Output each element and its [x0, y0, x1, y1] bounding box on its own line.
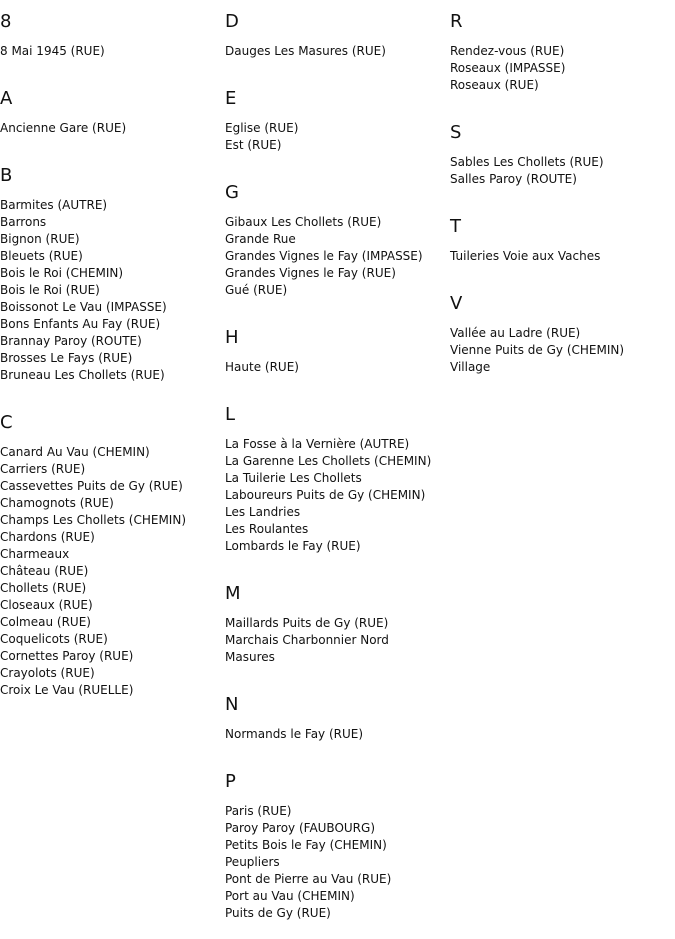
street-item[interactable]: Bois le Roi (RUE) [0, 283, 100, 297]
letter-group [0, 401, 225, 699]
letter-heading: H [225, 327, 239, 348]
letter-heading: S [450, 122, 462, 143]
letter-heading: L [225, 404, 236, 425]
street-item[interactable]: Barmites (AUTRE) [0, 198, 108, 212]
street-item[interactable]: La Tuilerie Les Chollets [225, 471, 362, 485]
street-item[interactable]: Masures [225, 650, 275, 664]
letter-group [0, 154, 225, 384]
letter-group [225, 171, 450, 299]
letter-group [0, 0, 225, 60]
street-list [0, 444, 225, 699]
street-item[interactable]: Les Landries [225, 505, 301, 519]
street-item[interactable]: Sables Les Chollets (RUE) [450, 155, 604, 169]
street-item[interactable]: Port au Vau (CHEMIN) [225, 889, 355, 903]
street-item[interactable]: Grande Rue [225, 232, 296, 246]
street-list [450, 325, 675, 376]
street-item[interactable]: Carriers (RUE) [0, 462, 86, 476]
letter-heading: E [225, 88, 237, 109]
column-3 [450, 0, 675, 393]
letter-group [450, 205, 675, 265]
street-item[interactable]: Grandes Vignes le Fay (IMPASSE) [225, 249, 423, 263]
street-list [225, 359, 450, 376]
letter-group [225, 760, 450, 922]
letter-heading: N [225, 694, 239, 715]
street-item[interactable]: Brannay Paroy (ROUTE) [0, 334, 142, 348]
street-item[interactable]: Les Roulantes [225, 522, 309, 536]
letter-heading: G [225, 182, 239, 203]
street-item[interactable]: Canard Au Vau (CHEMIN) [0, 445, 150, 459]
street-item[interactable]: Vienne Puits de Gy (CHEMIN) [450, 343, 625, 357]
street-list [450, 154, 675, 188]
column-2 [225, 0, 450, 939]
street-item[interactable]: Lombards le Fay (RUE) [225, 539, 361, 553]
street-item[interactable]: Bruneau Les Chollets (RUE) [0, 368, 165, 382]
street-item[interactable]: Colmeau (RUE) [0, 615, 91, 629]
street-item[interactable]: Chollets (RUE) [0, 581, 87, 595]
street-item[interactable]: Marchais Charbonnier Nord [225, 633, 389, 647]
street-list [225, 436, 450, 555]
street-list [225, 803, 450, 922]
street-list [225, 214, 450, 299]
street-item[interactable]: Haute (RUE) [225, 360, 299, 374]
street-item[interactable]: Pont de Pierre au Vau (RUE) [225, 872, 392, 886]
letter-group [225, 393, 450, 555]
street-item[interactable]: Bleuets (RUE) [0, 249, 83, 263]
letter-heading: B [0, 165, 13, 186]
street-item[interactable]: Maillards Puits de Gy (RUE) [225, 616, 389, 630]
street-item[interactable]: Closeaux (RUE) [0, 598, 93, 612]
street-list [450, 43, 675, 94]
street-list [225, 120, 450, 154]
street-item[interactable]: Chardons (RUE) [0, 530, 95, 544]
street-item[interactable]: La Garenne Les Chollets (CHEMIN) [225, 454, 432, 468]
street-item[interactable]: Village [450, 360, 491, 374]
street-item[interactable]: Ancienne Gare (RUE) [0, 121, 127, 135]
street-list [0, 197, 225, 384]
street-item[interactable]: Chamognots (RUE) [0, 496, 114, 510]
street-item[interactable]: Bons Enfants Au Fay (RUE) [0, 317, 161, 331]
street-item[interactable]: Vallée au Ladre (RUE) [450, 326, 581, 340]
street-item[interactable]: Roseaux (RUE) [450, 78, 539, 92]
letter-group [225, 316, 450, 376]
street-item[interactable]: Roseaux (IMPASSE) [450, 61, 566, 75]
street-item[interactable]: Boissonot Le Vau (IMPASSE) [0, 300, 167, 314]
street-item[interactable]: Bois le Roi (CHEMIN) [0, 266, 124, 280]
street-item[interactable]: Est (RUE) [225, 138, 282, 152]
street-item[interactable]: Gué (RUE) [225, 283, 288, 297]
letter-group [0, 77, 225, 137]
letter-heading: A [0, 88, 13, 109]
street-item[interactable]: Laboureurs Puits de Gy (CHEMIN) [225, 488, 426, 502]
street-item[interactable]: Champs Les Chollets (CHEMIN) [0, 513, 186, 527]
street-item[interactable]: Paris (RUE) [225, 804, 292, 818]
column-1 [0, 0, 225, 716]
letter-heading: 8 [0, 11, 12, 32]
letter-heading: R [450, 11, 463, 32]
street-item[interactable]: Peupliers [225, 855, 280, 869]
street-item[interactable]: Salles Paroy (ROUTE) [450, 172, 577, 186]
street-item[interactable]: Château (RUE) [0, 564, 89, 578]
street-item[interactable]: Normands le Fay (RUE) [225, 727, 364, 741]
street-list [0, 120, 225, 137]
letter-group [225, 77, 450, 154]
street-list [0, 43, 225, 60]
street-item[interactable]: 8 Mai 1945 (RUE) [0, 44, 105, 58]
street-item[interactable]: Barrons [0, 215, 47, 229]
street-list [225, 726, 450, 743]
street-item[interactable]: Gibaux Les Chollets (RUE) [225, 215, 382, 229]
letter-heading: T [450, 216, 461, 237]
letter-group [450, 111, 675, 188]
street-item[interactable]: Dauges Les Masures (RUE) [225, 44, 386, 58]
street-item[interactable]: Paroy Paroy (FAUBOURG) [225, 821, 375, 835]
street-item[interactable]: Croix Le Vau (RUELLE) [0, 683, 134, 697]
street-list [225, 615, 450, 666]
street-item[interactable]: Cornettes Paroy (RUE) [0, 649, 134, 663]
street-item[interactable]: Coquelicots (RUE) [0, 632, 108, 646]
street-list [225, 43, 450, 60]
letter-group [450, 282, 675, 376]
letter-heading: M [225, 583, 241, 604]
street-list [450, 248, 675, 265]
letter-group [225, 683, 450, 743]
letter-heading: C [0, 412, 13, 433]
street-item[interactable]: Tuileries Voie aux Vaches [450, 249, 601, 263]
street-item[interactable]: Charmeaux [0, 547, 70, 561]
street-item[interactable]: Puits de Gy (RUE) [225, 906, 331, 920]
street-item[interactable]: Bignon (RUE) [0, 232, 80, 246]
street-item[interactable]: Brosses Le Fays (RUE) [0, 351, 133, 365]
street-item[interactable]: Grandes Vignes le Fay (RUE) [225, 266, 396, 280]
letter-heading: V [450, 293, 463, 314]
letter-group [225, 0, 450, 60]
street-item[interactable]: Cassevettes Puits de Gy (RUE) [0, 479, 183, 493]
letter-group [225, 572, 450, 666]
street-item[interactable]: Eglise (RUE) [225, 121, 299, 135]
letter-group [450, 0, 675, 94]
street-item[interactable]: La Fosse à la Vernière (AUTRE) [225, 437, 410, 451]
street-item[interactable]: Rendez-vous (RUE) [450, 44, 565, 58]
letter-heading: D [225, 11, 239, 32]
street-item[interactable]: Petits Bois le Fay (CHEMIN) [225, 838, 387, 852]
street-item[interactable]: Crayolots (RUE) [0, 666, 95, 680]
letter-heading: P [225, 771, 236, 792]
